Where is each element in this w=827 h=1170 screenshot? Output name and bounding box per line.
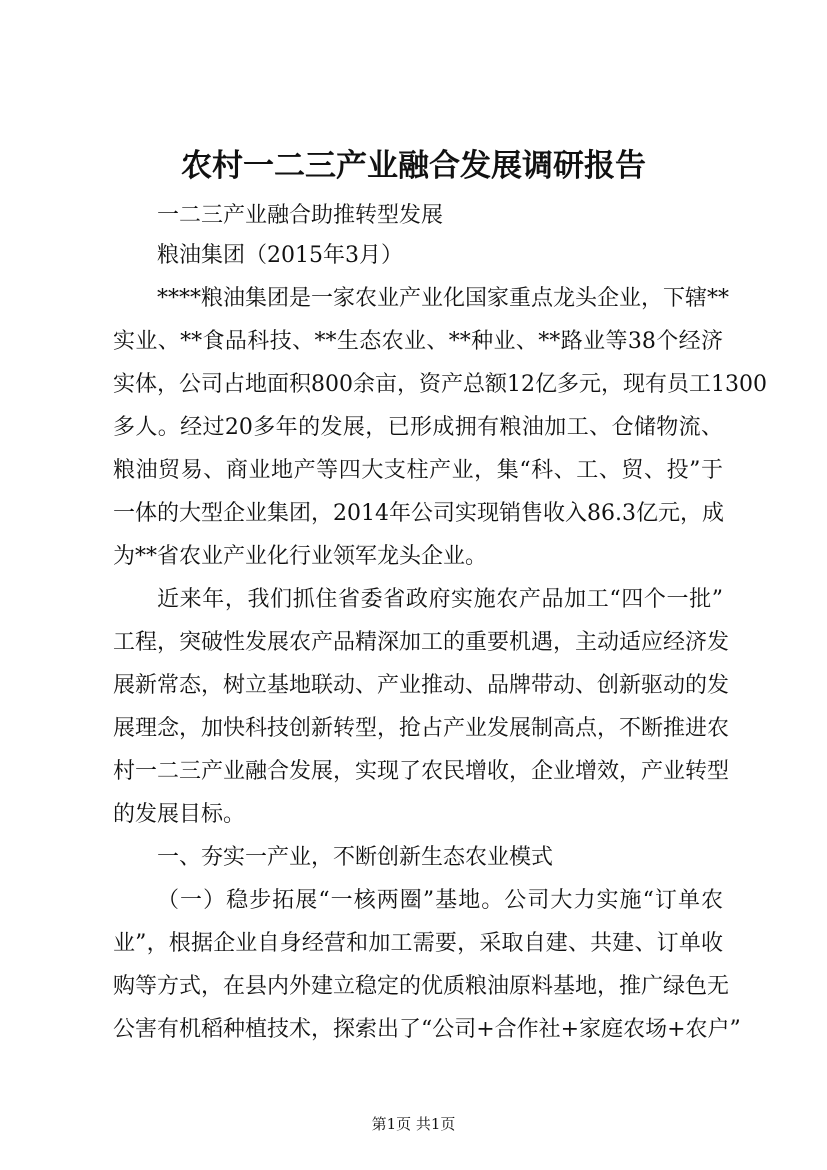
paragraph-line: 为**省农业产业化行业领军龙头企业。 (113, 544, 488, 569)
paragraph-line: （一）稳步拓展“一核两圈”基地。公司大力实施“订单农 (157, 888, 723, 913)
paragraph-line: ****粮油集团是一家农业产业化国家重点龙头企业，下辖** (157, 286, 730, 311)
paragraph-line: 近来年，我们抓住省委省政府实施农产品加工“四个一批” (157, 587, 723, 612)
page-footer: 第1页 共1页 (371, 1115, 456, 1133)
paragraph-line: 业”，根据企业自身经营和加工需要，采取自建、共建、订单收 (113, 931, 723, 956)
paragraph-line: 工程，突破性发展农产品精深加工的重要机遇，主动适应经济发 (113, 630, 730, 655)
subtitle-line: 一二三产业融合助推转型发展 (157, 203, 444, 228)
paragraph-line: 村一二三产业融合发展，实现了农民增收，企业增效，产业转型 (113, 759, 730, 784)
paragraph-line: 展理念，加快科技创新转型，抢占产业发展制高点，不断推进农 (113, 716, 730, 741)
section-heading: 一、夯实一产业，不断创新生态农业模式 (157, 845, 554, 870)
paragraph-line: 一体的大型企业集团，2014年公司实现销售收入86.3亿元，成 (113, 501, 724, 526)
paragraph-line: 公害有机稻种植技术，探索出了“公司+合作社+家庭农场+农户” (113, 1017, 741, 1042)
paragraph-line: 的发展目标。 (113, 802, 246, 827)
author-date-line: 粮油集团（2015年3月） (157, 243, 403, 268)
paragraph-line: 展新常态，树立基地联动、产业推动、品牌带动、创新驱动的发 (113, 673, 730, 698)
paragraph-line: 实业、**食品科技、**生态农业、**种业、**路业等38个经济 (113, 329, 723, 354)
document-title: 农村一二三产业融合发展调研报告 (181, 148, 646, 184)
paragraph-line: 购等方式，在县内外建立稳定的优质粮油原料基地，推广绿色无 (113, 974, 730, 999)
paragraph-line: 多人。经过20多年的发展，已形成拥有粮油加工、仓储物流、 (113, 415, 723, 440)
paragraph-line: 粮油贸易、商业地产等四大支柱产业，集“科、工、贸、投”于 (113, 458, 723, 483)
paragraph-line: 实体，公司占地面积800余亩，资产总额12亿多元，现有员工1300 (113, 372, 767, 397)
